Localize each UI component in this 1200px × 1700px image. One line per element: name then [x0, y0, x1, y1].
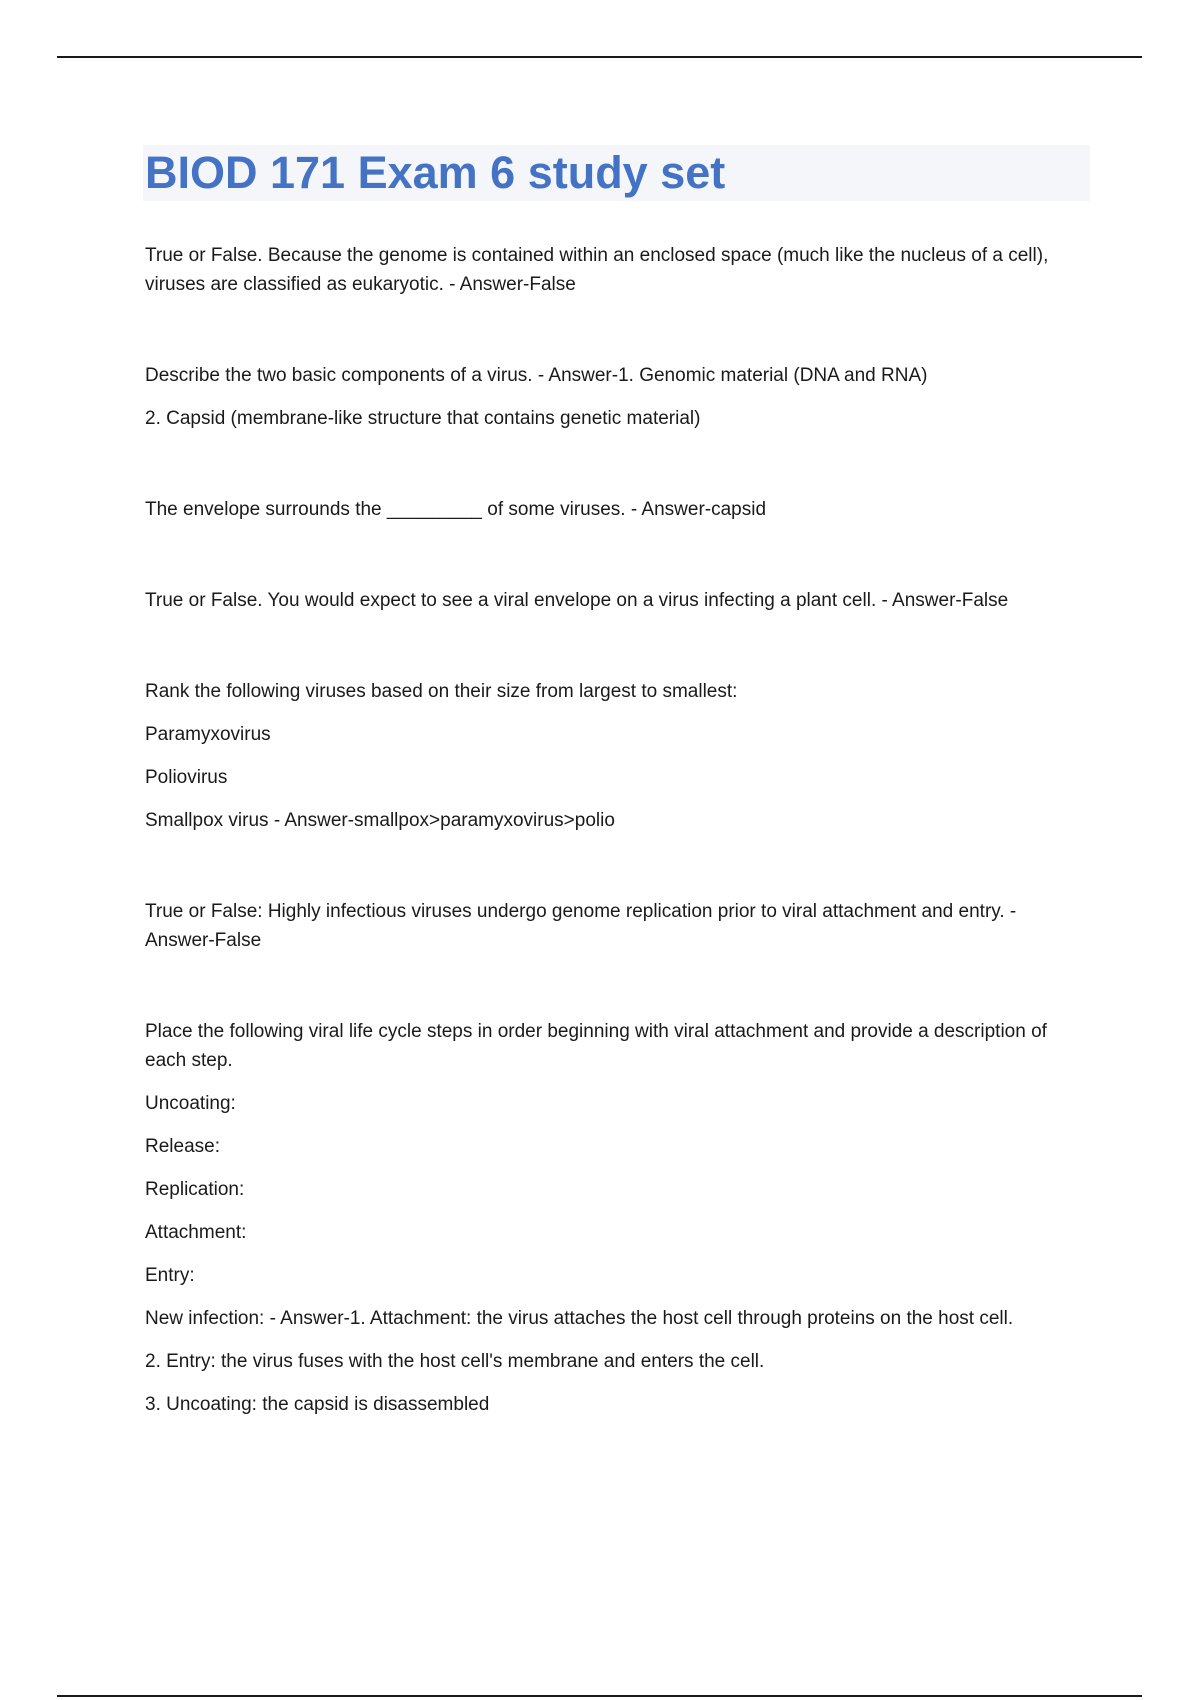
qa-item	[145, 495, 1090, 524]
qa-item	[145, 586, 1090, 615]
qa-line: Place the following viral life cycle steps in order beginning with viral attachment and provide a description of each step.	[145, 1021, 1047, 1071]
qa-item	[145, 897, 1090, 955]
document-body	[145, 145, 1090, 1481]
qa-line: Attachment:	[145, 1222, 247, 1243]
qa-line: 2. Entry: the virus fuses with the host cell's membrane and enters the cell.	[145, 1351, 765, 1372]
qa-line: Uncoating:	[145, 1093, 236, 1114]
qa-line: Release:	[145, 1136, 220, 1157]
qa-line: The envelope surrounds the _________ of some viruses. - Answer-capsid	[145, 499, 767, 520]
qa-item	[145, 241, 1090, 299]
qa-line: 3. Uncoating: the capsid is disassembled	[145, 1394, 490, 1415]
qa-line: Paramyxovirus	[145, 724, 271, 745]
qa-item	[145, 1017, 1090, 1419]
qa-line: True or False: Highly infectious viruses undergo genome replication prior to viral attachment and entry. - Answer-False	[145, 901, 1017, 951]
qa-line: Smallpox virus - Answer-smallpox>paramyxovirus>polio	[145, 810, 615, 831]
qa-item	[145, 677, 1090, 835]
title-band	[143, 145, 1090, 201]
qa-line: Entry:	[145, 1265, 195, 1286]
qa-line: Describe the two basic components of a virus. - Answer-1. Genomic material (DNA and RNA)	[145, 365, 928, 386]
qa-line: True or False. Because the genome is contained within an enclosed space (much like the nucleus of a cell), viruses are classified as eukaryotic. - Answer-False	[145, 245, 1049, 295]
document-title: BIOD 171 Exam 6 study set	[145, 147, 726, 198]
qa-line: Rank the following viruses based on their size from largest to smallest:	[145, 681, 738, 702]
qa-line: 2. Capsid (membrane-like structure that contains genetic material)	[145, 408, 701, 429]
qa-item	[145, 361, 1090, 433]
bottom-rule	[57, 1695, 1142, 1697]
top-rule	[57, 56, 1142, 58]
qa-line: True or False. You would expect to see a viral envelope on a virus infecting a plant cell. - Answer-False	[145, 590, 1009, 611]
qa-line: Poliovirus	[145, 767, 228, 788]
qa-list	[145, 241, 1090, 1419]
qa-line: Replication:	[145, 1179, 245, 1200]
qa-line: New infection: - Answer-1. Attachment: the virus attaches the host cell through proteins on the host cell.	[145, 1308, 1014, 1329]
